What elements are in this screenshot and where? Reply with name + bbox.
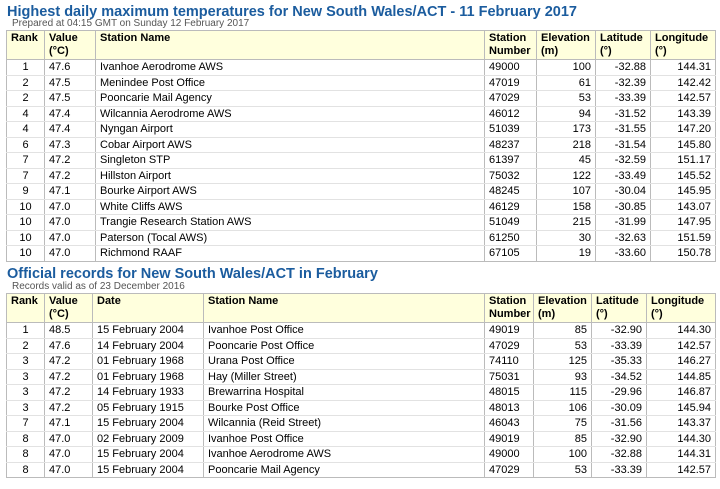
col-elevation: Elevation (m) — [537, 31, 596, 60]
col-longitude: Longitude (°) — [651, 31, 716, 60]
col-station: Station Name — [204, 294, 485, 323]
cell-longitude: 143.07 — [651, 199, 716, 215]
cell-station: Trangie Research Station AWS — [96, 215, 485, 231]
cell-longitude: 145.95 — [651, 184, 716, 200]
cell-latitude: -31.55 — [596, 122, 651, 138]
cell-rank: 2 — [7, 338, 45, 354]
cell-station: Pooncarie Post Office — [204, 338, 485, 354]
cell-date: 01 February 1968 — [93, 369, 204, 385]
cell-station: Menindee Post Office — [96, 75, 485, 91]
daily-header-row — [7, 31, 716, 60]
cell-value: 47.4 — [45, 106, 96, 122]
cell-number: 75032 — [485, 168, 537, 184]
cell-longitude: 147.20 — [651, 122, 716, 138]
cell-number: 48013 — [485, 400, 534, 416]
cell-value: 47.5 — [45, 75, 96, 91]
cell-value: 47.2 — [45, 168, 96, 184]
cell-elevation: 53 — [534, 338, 592, 354]
cell-value: 47.0 — [45, 447, 93, 463]
cell-value: 47.0 — [45, 230, 96, 246]
cell-latitude: -34.52 — [592, 369, 647, 385]
cell-station: Hillston Airport — [96, 168, 485, 184]
cell-value: 47.0 — [45, 246, 96, 262]
cell-station: Richmond RAAF — [96, 246, 485, 262]
cell-rank: 7 — [7, 416, 45, 432]
cell-date: 14 February 1933 — [93, 385, 204, 401]
cell-rank: 3 — [7, 385, 45, 401]
cell-latitude: -31.99 — [596, 215, 651, 231]
cell-latitude: -32.59 — [596, 153, 651, 169]
cell-latitude: -31.56 — [592, 416, 647, 432]
cell-value: 47.6 — [45, 338, 93, 354]
cell-number: 51039 — [485, 122, 537, 138]
records-subtitle: Records valid as of 23 December 2016 — [12, 281, 185, 292]
cell-rank: 8 — [7, 447, 45, 463]
col-date: Date — [93, 294, 204, 323]
cell-value: 47.5 — [45, 91, 96, 107]
table-row — [7, 338, 716, 354]
cell-longitude: 145.80 — [651, 137, 716, 153]
cell-longitude: 142.57 — [647, 338, 716, 354]
cell-rank: 7 — [7, 153, 45, 169]
table-row — [7, 230, 716, 246]
cell-rank: 8 — [7, 462, 45, 478]
cell-longitude: 142.57 — [651, 91, 716, 107]
cell-rank: 10 — [7, 246, 45, 262]
cell-longitude: 147.95 — [651, 215, 716, 231]
cell-number: 46012 — [485, 106, 537, 122]
cell-number: 49000 — [485, 447, 534, 463]
table-row — [7, 431, 716, 447]
cell-rank: 9 — [7, 184, 45, 200]
cell-station: Pooncarie Mail Agency — [204, 462, 485, 478]
col-value: Value (°C) — [45, 31, 96, 60]
cell-number: 47029 — [485, 91, 537, 107]
cell-latitude: -32.88 — [592, 447, 647, 463]
cell-longitude: 143.37 — [647, 416, 716, 432]
cell-number: 49000 — [485, 60, 537, 76]
cell-longitude: 150.78 — [651, 246, 716, 262]
cell-longitude: 143.39 — [651, 106, 716, 122]
daily-body — [7, 60, 716, 262]
cell-value: 47.2 — [45, 153, 96, 169]
col-rank: Rank — [7, 294, 45, 323]
cell-station: Nyngan Airport — [96, 122, 485, 138]
cell-elevation: 107 — [537, 184, 596, 200]
cell-longitude: 144.85 — [647, 369, 716, 385]
cell-number: 47029 — [485, 462, 534, 478]
cell-date: 01 February 1968 — [93, 354, 204, 370]
col-number: Station Number — [485, 31, 537, 60]
cell-elevation: 106 — [534, 400, 592, 416]
cell-latitude: -32.39 — [596, 75, 651, 91]
cell-rank: 10 — [7, 215, 45, 231]
cell-date: 14 February 2004 — [93, 338, 204, 354]
cell-number: 48245 — [485, 184, 537, 200]
cell-station: Hay (Miller Street) — [204, 369, 485, 385]
table-row — [7, 199, 716, 215]
cell-longitude: 145.94 — [647, 400, 716, 416]
cell-value: 47.0 — [45, 215, 96, 231]
cell-longitude: 151.59 — [651, 230, 716, 246]
table-row — [7, 122, 716, 138]
table-row — [7, 215, 716, 231]
cell-latitude: -33.39 — [596, 91, 651, 107]
table-row — [7, 323, 716, 339]
cell-value: 47.2 — [45, 400, 93, 416]
cell-rank: 10 — [7, 230, 45, 246]
cell-longitude: 142.57 — [647, 462, 716, 478]
cell-station: Cobar Airport AWS — [96, 137, 485, 153]
cell-number: 46129 — [485, 199, 537, 215]
cell-value: 47.2 — [45, 354, 93, 370]
cell-date: 05 February 1915 — [93, 400, 204, 416]
cell-longitude: 151.17 — [651, 153, 716, 169]
table-row — [7, 462, 716, 478]
table-row — [7, 184, 716, 200]
cell-longitude: 146.87 — [647, 385, 716, 401]
cell-latitude: -30.09 — [592, 400, 647, 416]
col-rank: Rank — [7, 31, 45, 60]
cell-elevation: 45 — [537, 153, 596, 169]
cell-rank: 3 — [7, 369, 45, 385]
cell-date: 15 February 2004 — [93, 462, 204, 478]
cell-station: Bourke Post Office — [204, 400, 485, 416]
cell-longitude: 144.30 — [647, 431, 716, 447]
cell-elevation: 30 — [537, 230, 596, 246]
daily-table — [6, 30, 716, 262]
table-row — [7, 369, 716, 385]
cell-number: 75031 — [485, 369, 534, 385]
cell-date: 15 February 2004 — [93, 323, 204, 339]
cell-station: White Cliffs AWS — [96, 199, 485, 215]
records-title: Official records for New South Wales/ACT in February — [7, 266, 378, 282]
cell-rank: 3 — [7, 400, 45, 416]
cell-station: Ivanhoe Aerodrome AWS — [96, 60, 485, 76]
cell-latitude: -32.90 — [592, 431, 647, 447]
cell-latitude: -33.39 — [592, 338, 647, 354]
table-row — [7, 416, 716, 432]
cell-rank: 10 — [7, 199, 45, 215]
cell-station: Wilcannia (Reid Street) — [204, 416, 485, 432]
cell-elevation: 122 — [537, 168, 596, 184]
table-row — [7, 447, 716, 463]
cell-value: 47.4 — [45, 122, 96, 138]
cell-number: 46043 — [485, 416, 534, 432]
cell-latitude: -33.49 — [596, 168, 651, 184]
records-table — [6, 293, 716, 478]
cell-value: 47.2 — [45, 385, 93, 401]
cell-number: 61250 — [485, 230, 537, 246]
cell-number: 74110 — [485, 354, 534, 370]
cell-elevation: 19 — [537, 246, 596, 262]
cell-number: 48015 — [485, 385, 534, 401]
cell-number: 49019 — [485, 431, 534, 447]
table-row — [7, 75, 716, 91]
cell-elevation: 158 — [537, 199, 596, 215]
cell-longitude: 146.27 — [647, 354, 716, 370]
table-row — [7, 137, 716, 153]
cell-latitude: -33.60 — [596, 246, 651, 262]
cell-rank: 1 — [7, 323, 45, 339]
col-value: Value (°C) — [45, 294, 93, 323]
daily-subtitle: Prepared at 04:15 GMT on Sunday 12 February 2017 — [12, 18, 250, 29]
table-row — [7, 60, 716, 76]
cell-longitude: 144.31 — [651, 60, 716, 76]
cell-elevation: 115 — [534, 385, 592, 401]
cell-station: Wilcannia Aerodrome AWS — [96, 106, 485, 122]
cell-elevation: 173 — [537, 122, 596, 138]
cell-rank: 2 — [7, 75, 45, 91]
cell-value: 47.0 — [45, 431, 93, 447]
cell-date: 02 February 2009 — [93, 431, 204, 447]
cell-station: Brewarrina Hospital — [204, 385, 485, 401]
cell-elevation: 93 — [534, 369, 592, 385]
cell-station: Urana Post Office — [204, 354, 485, 370]
table-row — [7, 400, 716, 416]
cell-latitude: -30.04 — [596, 184, 651, 200]
cell-value: 47.2 — [45, 369, 93, 385]
cell-rank: 4 — [7, 122, 45, 138]
cell-value: 47.3 — [45, 137, 96, 153]
cell-longitude: 144.30 — [647, 323, 716, 339]
cell-number: 49019 — [485, 323, 534, 339]
cell-rank: 7 — [7, 168, 45, 184]
cell-station: Paterson (Tocal AWS) — [96, 230, 485, 246]
cell-station: Ivanhoe Post Office — [204, 323, 485, 339]
cell-elevation: 53 — [537, 91, 596, 107]
col-elevation: Elevation (m) — [534, 294, 592, 323]
table-row — [7, 385, 716, 401]
cell-value: 47.0 — [45, 462, 93, 478]
col-number: Station Number — [485, 294, 534, 323]
cell-elevation: 215 — [537, 215, 596, 231]
cell-longitude: 142.42 — [651, 75, 716, 91]
col-longitude: Longitude (°) — [647, 294, 716, 323]
cell-latitude: -29.96 — [592, 385, 647, 401]
cell-elevation: 100 — [537, 60, 596, 76]
cell-longitude: 145.52 — [651, 168, 716, 184]
cell-latitude: -32.88 — [596, 60, 651, 76]
table-row — [7, 168, 716, 184]
cell-number: 61397 — [485, 153, 537, 169]
records-body — [7, 323, 716, 478]
table-row — [7, 106, 716, 122]
cell-value: 47.1 — [45, 416, 93, 432]
cell-latitude: -31.52 — [596, 106, 651, 122]
cell-number: 67105 — [485, 246, 537, 262]
daily-title: Highest daily maximum temperatures for New South Wales/ACT - 11 February 2017 — [7, 4, 577, 20]
records-header-row — [7, 294, 716, 323]
col-latitude: Latitude (°) — [596, 31, 651, 60]
cell-station: Ivanhoe Post Office — [204, 431, 485, 447]
table-row — [7, 153, 716, 169]
cell-latitude: -33.39 — [592, 462, 647, 478]
cell-elevation: 75 — [534, 416, 592, 432]
cell-rank: 2 — [7, 91, 45, 107]
cell-station: Ivanhoe Aerodrome AWS — [204, 447, 485, 463]
cell-station: Bourke Airport AWS — [96, 184, 485, 200]
cell-latitude: -32.63 — [596, 230, 651, 246]
cell-latitude: -35.33 — [592, 354, 647, 370]
cell-station: Pooncarie Mail Agency — [96, 91, 485, 107]
cell-rank: 8 — [7, 431, 45, 447]
cell-elevation: 218 — [537, 137, 596, 153]
cell-number: 47029 — [485, 338, 534, 354]
cell-elevation: 53 — [534, 462, 592, 478]
cell-value: 47.6 — [45, 60, 96, 76]
cell-number: 51049 — [485, 215, 537, 231]
table-row — [7, 246, 716, 262]
table-row — [7, 354, 716, 370]
cell-elevation: 61 — [537, 75, 596, 91]
col-latitude: Latitude (°) — [592, 294, 647, 323]
cell-rank: 6 — [7, 137, 45, 153]
cell-latitude: -32.90 — [592, 323, 647, 339]
cell-value: 48.5 — [45, 323, 93, 339]
cell-station: Singleton STP — [96, 153, 485, 169]
cell-value: 47.0 — [45, 199, 96, 215]
cell-longitude: 144.31 — [647, 447, 716, 463]
cell-elevation: 125 — [534, 354, 592, 370]
cell-elevation: 100 — [534, 447, 592, 463]
cell-date: 15 February 2004 — [93, 416, 204, 432]
col-station: Station Name — [96, 31, 485, 60]
table-row — [7, 91, 716, 107]
cell-number: 48237 — [485, 137, 537, 153]
cell-rank: 1 — [7, 60, 45, 76]
cell-date: 15 February 2004 — [93, 447, 204, 463]
cell-rank: 3 — [7, 354, 45, 370]
cell-elevation: 94 — [537, 106, 596, 122]
cell-elevation: 85 — [534, 323, 592, 339]
cell-latitude: -31.54 — [596, 137, 651, 153]
cell-elevation: 85 — [534, 431, 592, 447]
cell-value: 47.1 — [45, 184, 96, 200]
cell-number: 47019 — [485, 75, 537, 91]
cell-rank: 4 — [7, 106, 45, 122]
cell-latitude: -30.85 — [596, 199, 651, 215]
